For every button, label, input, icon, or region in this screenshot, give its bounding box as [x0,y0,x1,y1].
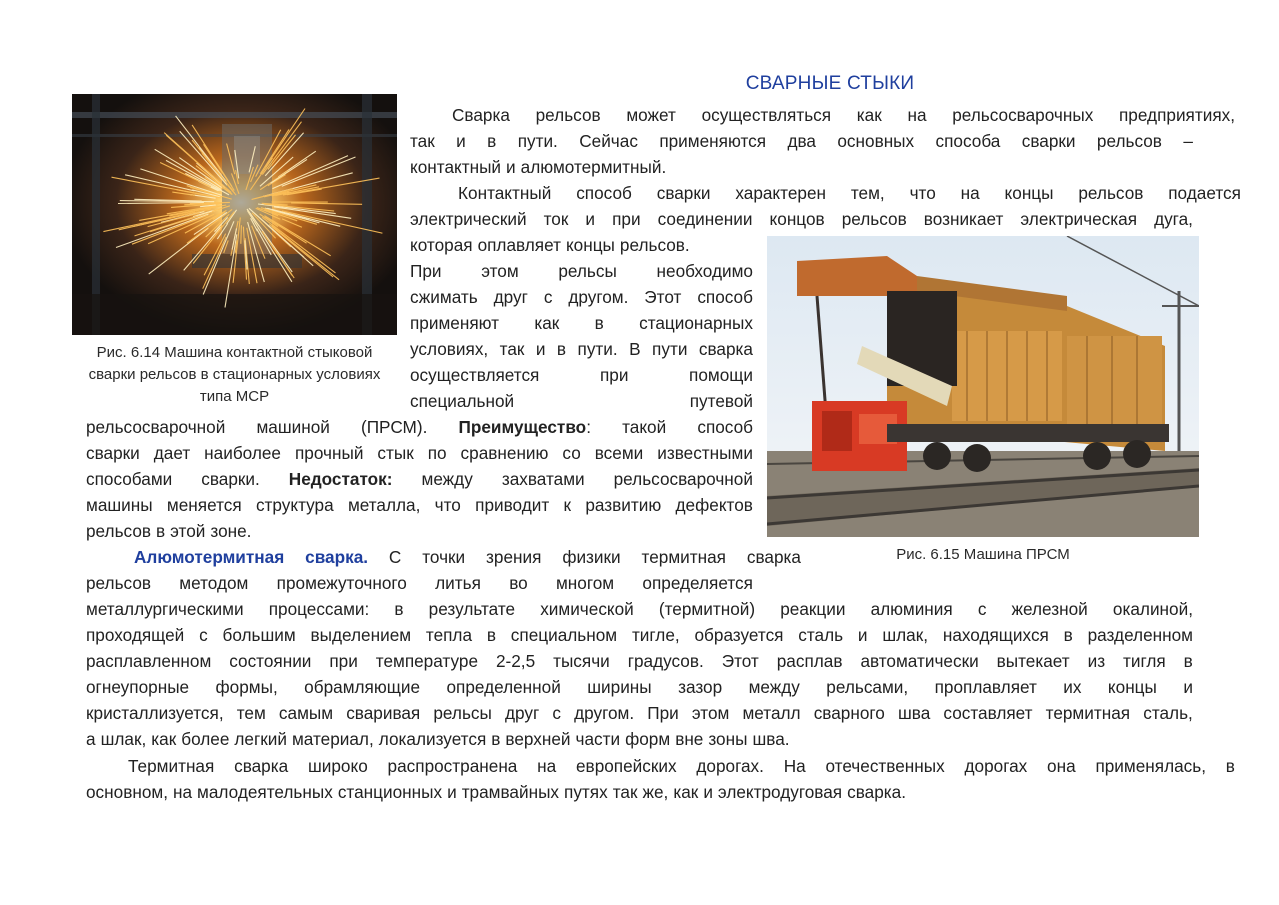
word: же, [642,782,669,802]
word: более [181,729,230,749]
word: подается [1168,183,1241,203]
word: металлургическими [86,599,244,619]
word: контактный [410,157,502,177]
word: вне [675,729,704,749]
word: сварки [656,183,711,203]
word: зазор [678,677,723,697]
word: градусов. [627,651,704,671]
word: дефектов [675,495,753,515]
word: литья [435,573,481,593]
word: основных [837,131,915,151]
word: сварки [86,443,140,463]
word: применяют [410,313,500,333]
word: кристаллизуется, [86,703,224,723]
word: в [556,339,567,359]
word: расплавленном [86,651,212,671]
word: сжимать [410,287,478,307]
word: необходимо [656,261,753,281]
word: осуществляться [701,105,832,125]
word: алюмотермитный. [520,157,667,177]
text-line [86,779,1193,805]
word: верхней [505,729,571,749]
word: известными [657,443,753,463]
word: расплав [776,651,843,671]
word: друг [493,287,528,307]
word: сварка [746,547,801,567]
word: шлак, [882,625,929,645]
word: с [552,703,561,723]
figure-caption-6-14: Рис. 6.14 Машина контактной стыковой сварки рельсов в стационарных условиях типа МСР [88,344,381,405]
word: определенной [446,677,561,697]
word: распространена [387,756,518,776]
word: реакции [780,599,846,619]
word: условиях, [410,339,489,359]
word: легкий [234,729,287,749]
word: Сейчас [579,131,638,151]
word: в [1063,625,1073,645]
word: металл [742,703,801,723]
text-line [410,258,753,284]
word: сварка [234,756,289,776]
word: пути. [577,339,618,359]
word: что [434,495,461,515]
text-line [410,102,1235,128]
word: При [410,261,442,281]
word: электрическая [1020,209,1138,229]
word: методом [179,573,249,593]
text-line [410,128,1193,154]
word: по [427,443,447,463]
word: два [787,131,816,151]
word: на [172,782,193,802]
word: определяется [642,573,753,593]
word: этом [481,261,519,281]
word: как [534,313,560,333]
word: Этот [721,651,759,671]
word: оплавляет [477,235,561,255]
word: рельсосварочных [952,105,1094,125]
word: рельсосварочной [86,417,226,437]
word: и [1183,677,1193,697]
word: сварного [813,703,885,723]
word: проплавляет [934,677,1037,697]
word: сварка. [305,547,369,567]
welding-machine-photo [72,94,397,335]
word: специальной [410,391,515,411]
word: этом [691,703,730,723]
word: меняется [166,495,242,515]
word: Контактный [458,183,552,203]
word: железной [1011,599,1088,619]
word: европейских [576,756,677,776]
word: и [447,782,457,802]
word: как [151,729,177,749]
word: возникает [923,209,1004,229]
word: широко [307,756,368,776]
word: применяются [659,131,767,151]
text-line [86,674,1193,700]
page-title: СВАРНЫЕ СТЫКИ [745,73,915,94]
word: на [907,105,927,125]
word: в [594,313,604,333]
word: Преимущество: [458,417,591,437]
word: в [1225,756,1235,776]
word: формы, [215,677,278,697]
word: 2-2,5 [495,651,536,671]
word: друг [504,703,540,723]
word: при [599,365,629,385]
word: тепла [425,625,473,645]
word: способа [935,131,1001,151]
word: предприятиях, [1119,105,1235,125]
word: зрения [486,547,542,567]
word: стык [377,443,414,463]
word: в [491,729,501,749]
text-line [410,362,753,388]
word: электродуговая [717,782,843,802]
word: в [1183,651,1193,671]
word: – [1183,131,1193,151]
word: сталь, [1143,703,1193,723]
text-line [86,648,1193,674]
word: Недостаток: [288,469,393,489]
word: С [388,547,402,567]
text-line [86,492,753,518]
word: машиной [256,417,330,437]
word: рельсов [841,209,907,229]
text-line [410,336,753,362]
word: при [612,209,641,229]
word: тигля [1123,651,1166,671]
word: в [487,131,497,151]
prsm-machine-photo [767,236,1199,537]
word: при [329,651,358,671]
text-line [410,232,753,258]
spark [241,225,242,244]
word: прочный [294,443,364,463]
word: приводит [475,495,550,515]
word: разделенном [1087,625,1193,645]
word: промежуточного [276,573,407,593]
word: характерен [735,183,826,203]
word: сварка. [847,782,906,802]
word: между [748,677,800,697]
figure-caption-6-15: Рис. 6.15 Машина ПРСМ [896,546,1070,563]
word: На [783,756,806,776]
text-line [86,622,1193,648]
text-line [86,726,1193,752]
word: автоматически [860,651,979,671]
word: всеми [594,443,644,463]
word: дает [153,443,191,463]
word: может [626,105,676,125]
word: с [199,625,208,645]
word: дуга, [1154,209,1193,229]
text-line [86,518,753,544]
word: как [673,782,699,802]
word: пути [652,339,688,359]
word: способ [576,183,632,203]
text-line [410,310,753,336]
text-line [86,440,753,466]
word: сталь [798,625,844,645]
word: (термитной) [658,599,756,619]
word: сравнению [460,443,549,463]
word: выделением [310,625,412,645]
word: и [456,131,466,151]
word: которая [410,235,473,255]
word: окалиной, [1112,599,1193,619]
word: так [410,131,435,151]
word: процессами: [268,599,370,619]
text-line [410,284,753,310]
word: тем, [850,183,885,203]
word: ток [543,209,569,229]
word: рельсов. [619,235,690,255]
word: тигле, [631,625,680,645]
word: В [629,339,641,359]
word: она [1047,756,1076,776]
word: с [977,599,987,619]
word: способ [697,287,753,307]
text-line [86,753,1235,779]
word: алюминия [870,599,953,619]
word: термитная [641,547,726,567]
word: электрический [410,209,527,229]
word: и [506,157,516,177]
word: сваривая [346,703,421,723]
word: вытекает [996,651,1070,671]
word: соединении [657,209,753,229]
word: локализуется [378,729,487,749]
word: концов [769,209,825,229]
word: большим [222,625,296,645]
word: форм [625,729,671,749]
word: состоянии [229,651,312,671]
word: Этот [644,287,682,307]
word: так [499,339,525,359]
word: (ПРСМ). [360,417,428,437]
word: тысячи [553,651,610,671]
word: рельсы [433,703,492,723]
word: составляет [943,703,1033,723]
word: другом. [574,703,635,723]
word: осуществляется [410,365,540,385]
word: При [647,703,679,723]
word: стационарных [639,313,753,333]
text-line [86,466,753,492]
text-line [86,544,801,570]
word: этой [170,521,206,541]
word: на [537,756,557,776]
word: ширины [587,677,652,697]
word: и [703,782,713,802]
word: находящихся [942,625,1049,645]
text-line [86,596,1193,622]
word: металла, [347,495,421,515]
word: шва [897,703,931,723]
word: тем [236,703,266,723]
word: основном, [86,782,168,802]
word: сварки. [201,469,260,489]
word: Сварка [452,105,510,125]
word: сварки [1021,131,1076,151]
word: со [562,443,581,463]
word: в [486,625,496,645]
word: зоны [708,729,748,749]
text-line [86,570,753,596]
word: проходящей [86,625,185,645]
word: пути. [517,131,558,151]
word: шва. [752,729,790,749]
word: рельсами, [826,677,909,697]
word: химической [540,599,634,619]
text-line [410,154,1193,180]
word: зоне. [210,521,252,541]
word: малодеятельных [197,782,333,802]
word: и [857,625,868,645]
word: захватами [501,469,585,489]
word: огнеупорные [86,677,190,697]
word: как [856,105,882,125]
word: обрамляющие [304,677,421,697]
word: способ [697,417,753,437]
word: другом. [568,287,629,307]
word: рельсов [1078,183,1144,203]
word: рельсов [1096,131,1162,151]
word: самым [278,703,334,723]
word: способами [86,469,173,489]
word: станционных [337,782,443,802]
word: развитию [585,495,662,515]
word: многом [555,573,615,593]
word: рельсосварочной [613,469,753,489]
word: температуре [375,651,479,671]
text-line [86,414,753,440]
word: в [394,599,404,619]
word: трамвайных [461,782,560,802]
word: шлак, [100,729,147,749]
word: к [563,495,572,515]
word: наиболее [204,443,281,463]
word: так [612,782,638,802]
word: на [960,183,980,203]
word: и [585,209,596,229]
word: такой [622,417,667,437]
word: применялась, [1095,756,1206,776]
word: в [156,521,166,541]
word: дорогах. [696,756,764,776]
word: отечественных [825,756,945,776]
text-line [410,206,1193,232]
word: части [575,729,621,749]
word: рельсов [86,521,152,541]
word: термитная [1045,703,1131,723]
word: материал, [291,729,374,749]
word: специальном [510,625,618,645]
word: рельсы [558,261,617,281]
text-line [410,180,1241,206]
text-line [86,700,1193,726]
word: во [509,573,528,593]
text-line [410,388,753,414]
word: результате [428,599,516,619]
word: путевой [689,391,753,411]
word: Термитная [128,756,215,776]
word: из [1087,651,1106,671]
word: путях [564,782,608,802]
word: точки [422,547,466,567]
word: их [1063,677,1082,697]
word: структура [255,495,334,515]
word: концы [1004,183,1054,203]
word: помощи [689,365,753,385]
word: физики [562,547,621,567]
word: сварка [698,339,753,359]
word: машины [86,495,153,515]
word: дорогах [964,756,1028,776]
word: что [909,183,936,203]
word: концы [1107,677,1157,697]
word: Алюмотермитная [134,547,285,567]
word: с [543,287,553,307]
word: рельсов [86,573,152,593]
word: образуется [694,625,784,645]
word: между [421,469,473,489]
word: рельсов [535,105,601,125]
word: концы [565,235,615,255]
word: а [86,729,96,749]
word: и [535,339,546,359]
